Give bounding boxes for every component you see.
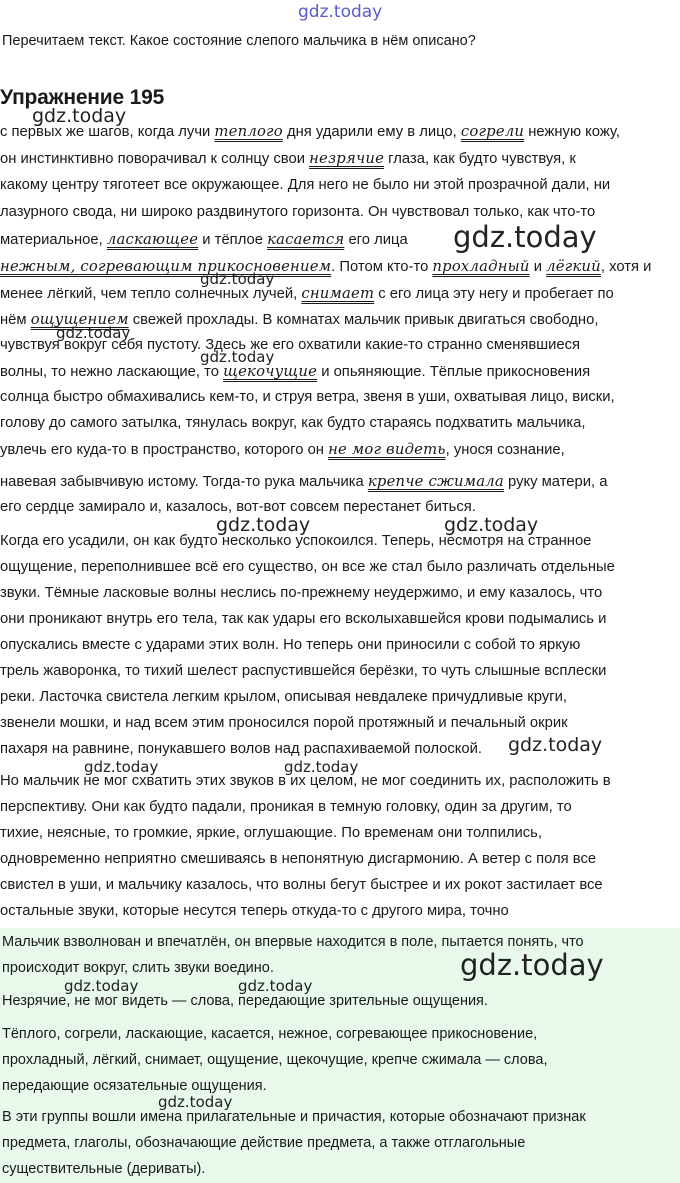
watermark: gdz.today	[284, 758, 359, 776]
text-line: тихие, неясные, то громкие, яркие, оглушающие. По временам они толпились,	[0, 825, 542, 841]
text-line: опускались вместе с ударами этих волн. Но теперь они приносили с собой то яркую	[0, 637, 581, 653]
watermark: gdz.today	[216, 514, 311, 536]
answer-line: Тёплого, согрели, ласкающие, касается, нежное, согревающее прикосновение,	[2, 1026, 538, 1042]
highlighted-word: согрели	[460, 123, 525, 140]
highlighted-word: нежным, согревающим прикосновением	[0, 258, 332, 275]
highlighted-word: лёгкий	[546, 258, 601, 275]
watermark: gdz.today	[56, 324, 131, 342]
text-line: солнца быстро обмахивались кем-то, и струя ветра, звеня в уши, охватывая лицо, виски,	[0, 389, 615, 405]
text-line: свистел в уши, и мальчику казалось, что волны бегут быстрее и их рокот застилает все	[0, 877, 603, 893]
watermark: gdz.today	[158, 1093, 233, 1111]
text-line: реки. Ласточка свистела легким крылом, описывая невдалеке причудливые круги,	[0, 689, 568, 705]
text-line: Когда его усадили, он как будто несколько успокоился. Теперь, несмотря на странное	[0, 533, 592, 549]
exercise-title: Упражнение 195	[0, 86, 165, 109]
highlighted-word: крепче сжимала	[367, 473, 504, 490]
text-line: Но мальчик не мог схватить этих звуков в их целом, не мог соединить их, расположить в	[0, 773, 611, 789]
text-line: лазурного свода, ни широко раздвинутого горизонта. Он чувствовал только, как что-то	[0, 204, 596, 220]
highlighted-word: незрячие	[309, 150, 385, 167]
watermark: gdz.today	[460, 948, 604, 982]
question-text: Перечитаем текст. Какое состояние слепого мальчика в нём описано?	[2, 33, 476, 49]
highlighted-word: касается	[267, 231, 345, 248]
watermark: gdz.today	[238, 977, 313, 995]
text-line: одновременно неприятно смешиваясь в непонятную дисгармонию. А ветер с поля все	[0, 851, 597, 867]
text-line: ощущение, переполнившее всё его существо, он все же стал было различать отдельные	[0, 559, 615, 575]
text-line: звуки. Тёмные ласковые волны неслись по-прежнему неудержимо, и ему казалось, что	[0, 585, 603, 601]
text-line: материальное, ласкающее и тёплое касается его лица	[0, 231, 408, 248]
text-line: увлечь его куда-то в пространство, которого он не мог видеть, унося сознание,	[0, 441, 565, 458]
highlighted-word: ощущением	[30, 311, 129, 328]
highlighted-word: прохладный	[432, 258, 530, 275]
text-line: чувствуя вокруг себя пустоту. Здесь же его охватили какие-то странно сменявшиеся	[0, 337, 581, 353]
text-line: нежным, согревающим прикосновением. Потом кто-то прохладный и лёгкий, хотя и	[0, 258, 652, 275]
watermark: gdz.today	[32, 105, 127, 127]
text-line: какому центру тяготеет все окружающее. Для него не было ни этой прозрачной дали, ни	[0, 177, 611, 193]
watermark-logo: gdz.today	[298, 2, 383, 22]
highlighted-word: снимает	[301, 285, 375, 302]
answer-line: предмета, глаголы, обозначающие действие предмета, а также отглагольные	[2, 1135, 526, 1151]
watermark: gdz.today	[64, 977, 139, 995]
text-line: менее лёгкий, чем тепло солнечных лучей, снимает с его лица эту негу и пробегает по	[0, 285, 614, 302]
text-line: его сердце замирало и, казалось, вот-вот совсем перестанет биться.	[0, 499, 476, 515]
answer-line: происходит вокруг, слить звуки воедино.	[2, 960, 274, 976]
text-line: он инстинктивно поворачивал к солнцу свои незрячие глаза, как будто чувствуя, к	[0, 150, 576, 167]
watermark: gdz.today	[444, 514, 539, 536]
watermark: gdz.today	[508, 734, 603, 756]
text-line: навевая забывчивую истому. Тогда-то рука мальчика крепче сжимала руку матери, а	[0, 473, 608, 490]
text-line: они проникают внутрь его тела, так как удары его всколыхавшейся крови подымались и	[0, 611, 607, 627]
answer-line: существительные (дериваты).	[2, 1161, 206, 1177]
text-line: с первых же шагов, когда лучи теплого дня ударили ему в лицо, согрели нежную кожу,	[0, 123, 620, 140]
text-line: пахаря на равнине, понукавшего волов над распахиваемой полоской.	[0, 741, 483, 757]
highlighted-word: теплого	[214, 123, 283, 140]
answer-line: Мальчик взволнован и впечатлён, он впервые находится в поле, пытается понять, что	[2, 934, 584, 950]
text-line: нём ощущением свежей прохлады. В комнатах мальчик привык двигаться свободно,	[0, 311, 599, 328]
text-line: волны, то нежно ласкающие, то щекочущие и опьяняющие. Тёплые прикосновения	[0, 363, 591, 380]
watermark: gdz.today	[84, 758, 159, 776]
watermark: gdz.today	[200, 270, 275, 288]
answer-line: Незрячие, не мог видеть — слова, передающие зрительные ощущения.	[2, 993, 488, 1009]
answer-line: В эти группы вошли имена прилагательные и причастия, которые обозначают признак	[2, 1109, 586, 1125]
highlighted-word: щекочущие	[223, 363, 318, 380]
highlighted-word: не мог видеть	[328, 441, 446, 458]
text-line: трель жаворонка, то тихий шелест распустившейся берёзки, то чуть слышные всплески	[0, 663, 607, 679]
answer-line: передающие осязательные ощущения.	[2, 1078, 267, 1094]
watermark: gdz.today	[200, 348, 275, 366]
text-line: остальные звуки, которые несутся теперь откуда-то с другого мира, точно	[0, 903, 509, 919]
answer-line: прохладный, лёгкий, снимает, ощущение, щекочущие, крепче сжимала — слова,	[2, 1052, 548, 1068]
highlighted-word: ласкающее	[106, 231, 199, 248]
text-line: звенели мошки, и над всем этим проносился порой протяжный и печальный окрик	[0, 715, 568, 731]
text-line: голову до самого затылка, тянулась вокруг, как будто стараясь подхватить мальчика,	[0, 415, 586, 431]
watermark: gdz.today	[453, 220, 597, 254]
answer-block	[0, 928, 680, 1183]
text-line: перспективу. Они как будто падали, проникая в темную головку, один за другим, то	[0, 799, 572, 815]
